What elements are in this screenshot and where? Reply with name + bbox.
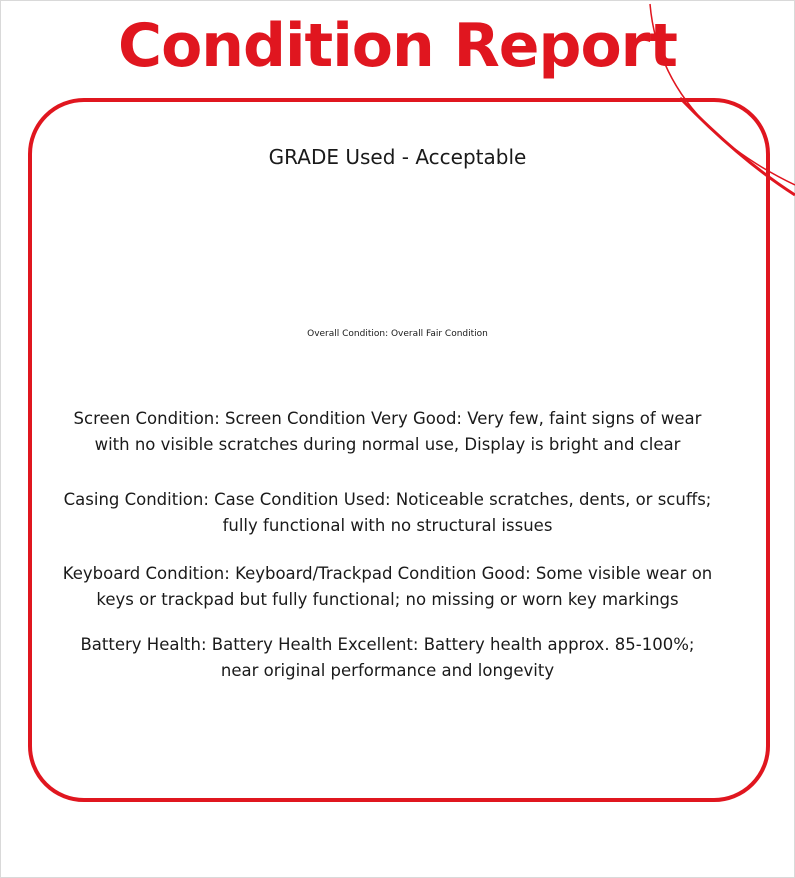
report-title: Condition Report: [118, 11, 677, 81]
casing-condition: Casing Condition: Case Condition Used: Noticeable scratches, dents, or scuffs; fully functional with no structural issues: [63, 490, 712, 535]
grade-label: GRADE Used - Acceptable: [268, 145, 527, 169]
keyboard-condition: Keyboard Condition: Keyboard/Trackpad Condition Good: Some visible wear on keys or trackpad but fully functional; no missing or worn key markings: [62, 564, 713, 609]
battery-health: Battery Health: Battery Health Excellent: Battery health approx. 85-100%; near original performance and longevity: [80, 635, 695, 680]
screen-condition: Screen Condition: Screen Condition Very Good: Very few, faint signs of wear with no visible scratches during normal use, Display is bright and clear: [73, 409, 702, 454]
overall-condition: Overall Condition: Overall Fair Condition: [307, 329, 488, 339]
